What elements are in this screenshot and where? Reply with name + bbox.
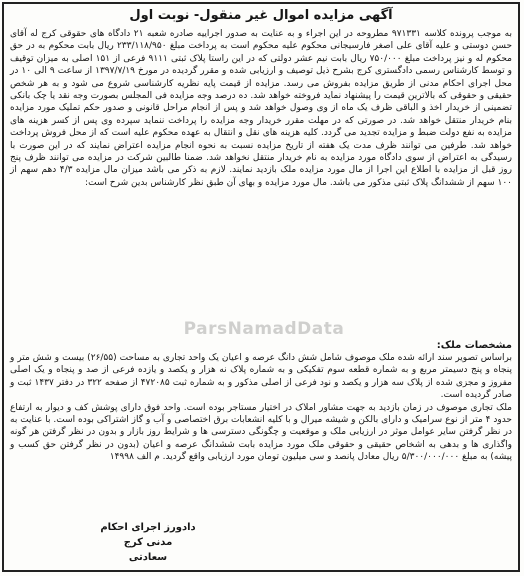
notice-frame bbox=[2, 2, 520, 572]
watermark: ParsNamadData bbox=[183, 319, 345, 339]
signature: دادورز اجرای احکام مدنی کرج سعادتی bbox=[100, 522, 196, 563]
specs-heading: مشخصات ملک: bbox=[436, 340, 512, 351]
notice-body: به موجب پرونده کلاسه ۹۷۱۳۳۱ مطروحه در این اجراء و به عنایت به صدور اجراییه صادره شعبه ۲۱ دادگاه های حقوقی کرج له آقای حسن دوستی و علیه آقای علی اصغر فارسیجانی محکوم علیه محکوم است به پرداخت مبلغ ۲۳۳/۱۱۸/۹۵۰ ریال بابت محکوم به در حق محکوم له و نیز پرداخت مبلغ ۷۵۰/۰۰۰ ریال بابت نیم عشر دولتی که در این راستا پلاک ثبتی ۹۱۱۱ فرعی از ۱۵۱ اصلی به میزان توقیف و توسط کارشناس رسمی دادگستری کرج بشرح ذیل توصیف و ارزیابی شده و مقرر گردیده در مورخ ۱۳۹۷/۷/۱۹ از ساعت ۹ الی ۱۰ در محل اجرای احکام مدنی از طریق مزایده بفروش می رسد. مزایده از قیمت پایه نظریه کارشناسی شروع می شود و به هر شخص حقیقی و حقوقی که بالاترین قیمت را پیشنهاد نماید فروخته خواهد شد. ده درصد وجه مزایده فی المجلس بصورت وجه نقد یا چک بانکی تضمینی از خریدار اخذ و الباقی ظرف یک ماه از وی وصول خواهد شد و پس از انجام مراحل قانونی و صدور حکم تملیک مورد مزایده بنام خریدار منتقل خواهد شد. در صورتی که در مهلت مقرر خریدار وجه مزایده را پرداخت ننماید سپرده وی پس از کسر هزینه های مزایده به نفع دولت ضبط و مزایده تجدید می گردد. کلیه هزینه های نقل و انتقال به عهده محکوم علیه است که از محل فروش پرداخت خواهد شد. طرفین می توانند ظرف مدت یک هفته از تاریخ مزایده نسبت به نحوه انجام مزایده اعتراض نمایند که در این صورت با رسیدگی به اعتراض از سوی دادگاه مورد مزایده به نام خریدار منتقل نخواهد شد. ضمنا طالبین شرکت در مزایده می توانند ظرف پنج روز قبل از مزایده با اطلاع این اجرا از مال مورد مزایده ملک بازدید نمایند. لازم به ذکر می باشد میزان مال مزایده ۴/۳ دهم سهم از ۱۰۰ سهم از ششدانگ پلاک ثبتی مذکور می باشد. مال مورد مزایده و بهای آن طبق نظر کارشناس بدین شرح است: bbox=[10, 29, 513, 188]
notice-title: آگهی مزایده اموال غیر منقول- نوبت اول bbox=[129, 8, 393, 23]
specs-body: براساس تصویر سند ارائه شده ملک موصوف شامل شش دانگ عرصه و اعیان یک واحد تجاری به مساحت (۲۶/۵۵) بیست و شش متر و پنجاه و پنج دسیمتر مربع و به شماره قطعه سوم تفکیکی و به شماره پلاک نه هزار و یکصد و یازده فرعی از صد و پنجاه و یک اصلی مفروز و مجزی شده از پلاک سه هزار و یکصد و نود فرعی از اصلی مذکور و به شماره ثبت ۴۷۲۰۸۵ از صفحه ۳۲۲ در دفتر ۱۴۳۷ ثبت و صادر گردیده است. ملک تجاری موصوف در زمان بازدید به جهت مشاور املاک در اختیار مستاجر بوده است. واحد فوق دارای پوشش کف و دیوار به ارتفاع حدود ۴ متر از نوع سرامیک و دارای بالکن و شیشه میرال و با کلیه انشعابات برق اختصاصی و آب و گاز اشتراکی بوده است. با عنایت به در نظر گرفتن سایر عوامل موثر در ارزیابی ملک و موقعیت و چگونگی دسترسی ها و شرایط روز بازار و بدون در نظر گرفتن هر گونه واگذاری ها و بدهی به اشخاص حقیقی و حقوقی ملک مورد مزایده بابت ششدانگ عرصه و اعیان (بدون در نظر گرفتن حق کسب و پیشه) به مبلغ ۵/۳۰۰/۰۰۰/۰۰۰ ریال معادل پانصد و سی میلیون تومان مورد ارزیابی واقع گردید. م الف ۱۴۹۹۸ bbox=[10, 353, 512, 463]
